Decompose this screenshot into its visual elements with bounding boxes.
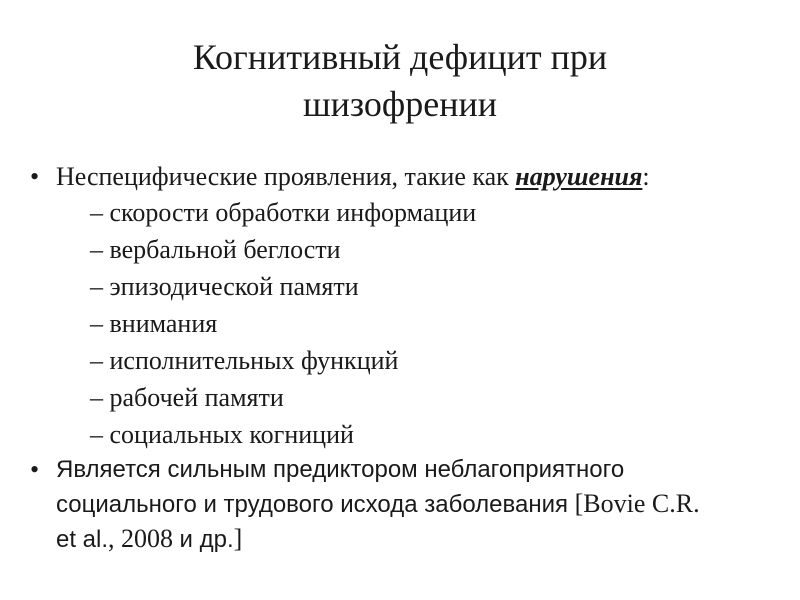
impairment-item: – социальных когниций <box>90 420 354 449</box>
impairment-item: – вербальной беглости <box>90 235 341 264</box>
citation-etc: и др. <box>179 526 234 553</box>
impairment-item: – исполнительных функций <box>90 346 399 375</box>
bullet-1-text-end: : <box>642 162 650 191</box>
bullet-1-emphasis: нарушения <box>515 162 643 191</box>
citation-start: [Bovie C.R. <box>574 489 700 518</box>
slide-title-line-1: Когнитивный дефицит при <box>192 37 608 77</box>
impairment-item: – рабочей памяти <box>90 383 284 412</box>
impairment-item: – внимания <box>90 309 218 338</box>
impairment-item: – скорости обработки информации <box>90 198 477 227</box>
bullet-item-1 <box>30 160 790 453</box>
citation-end: ] <box>233 524 243 553</box>
bullet-marker: • <box>30 162 40 191</box>
citation-et-al: et al. <box>56 526 109 553</box>
bullet-item-2 <box>30 453 790 557</box>
bullet-2-line-2-text: социального и трудового исхода заболевания <box>56 491 575 518</box>
slide-body <box>30 160 790 557</box>
bullet-2-line-2 <box>56 487 790 522</box>
bullet-1-text <box>56 160 790 194</box>
impairment-item: – эпизодической памяти <box>90 272 359 301</box>
impairment-list <box>56 194 790 453</box>
slide-title <box>0 34 800 128</box>
bullet-marker: • <box>30 455 40 484</box>
bullet-2-line-1: Является сильным предиктором неблагоприятного <box>56 456 625 483</box>
bullet-2-line-3 <box>56 522 790 557</box>
bullet-1-text-start: Неспецифические проявления, такие как <box>56 162 516 191</box>
citation-year: , 2008 <box>108 524 180 553</box>
slide-title-line-2: шизофрении <box>302 84 498 124</box>
